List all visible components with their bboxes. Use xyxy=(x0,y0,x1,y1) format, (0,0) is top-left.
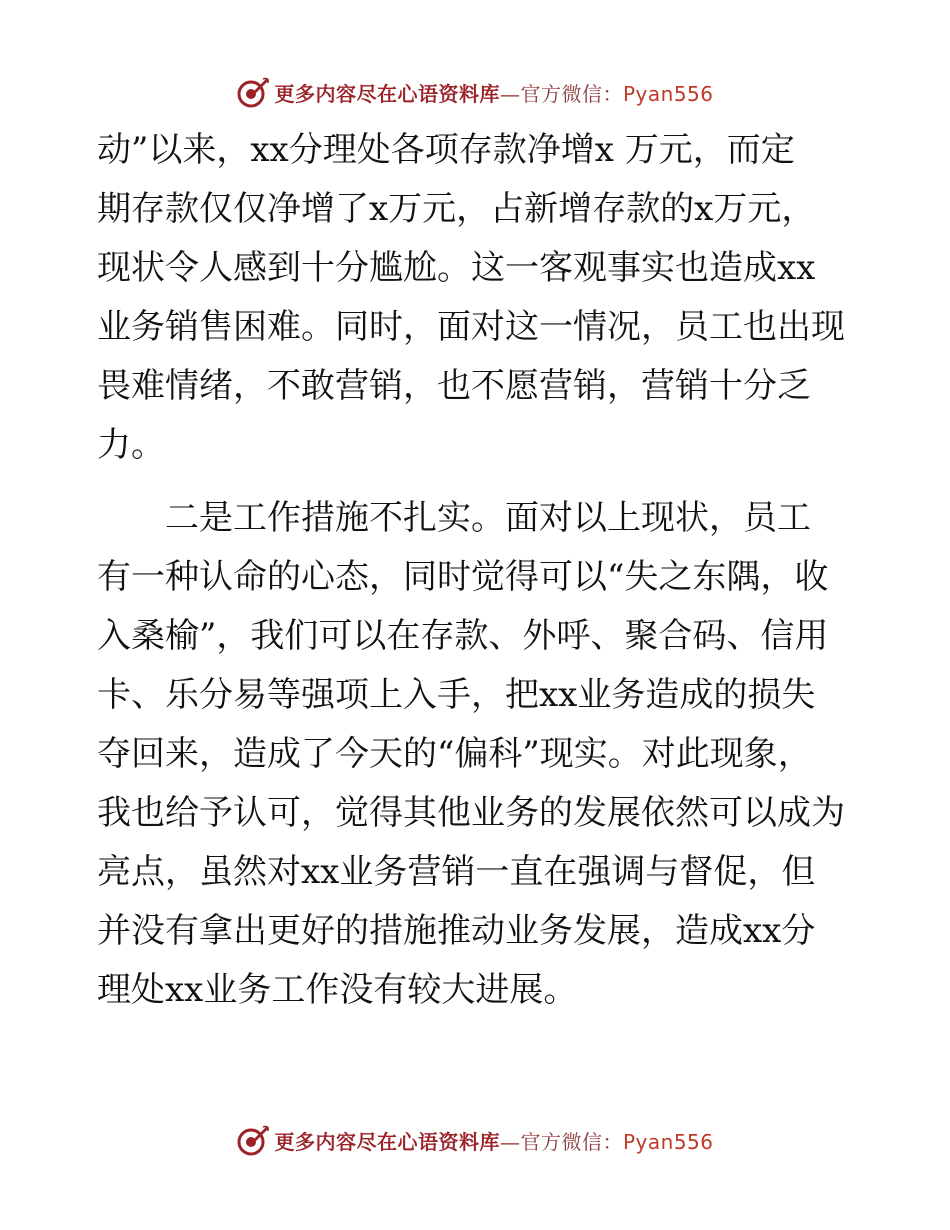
text-line: 动”以来，xx分理处各项存款净增x 万元，而定 xyxy=(97,130,795,170)
text-line: 卡、乐分易等强项上入手，把xx业务造成的损失 xyxy=(97,675,816,715)
footer-watermark-banner xyxy=(0,1120,950,1160)
banner-main-text: 更多内容尽在心语资料库 xyxy=(274,81,500,106)
paragraph-2 xyxy=(97,489,857,1020)
text-line: 期存款仅仅净增了x万元，占新增存款的x万元， xyxy=(97,189,816,229)
banner-label: 官方微信： xyxy=(520,1129,623,1154)
text-line: 亮点，虽然对xx业务营销一直在强调与督促，但 xyxy=(97,852,816,892)
banner-account: Pyan556 xyxy=(622,81,714,106)
banner-main-text: 更多内容尽在心语资料库 xyxy=(274,1129,500,1154)
text-line: 畏难情绪，不敢营销，也不愿营销，营销十分乏 xyxy=(97,366,811,406)
text-line: 我也给予认可，觉得其他业务的发展依然可以成为 xyxy=(97,793,845,833)
banner-account: Pyan556 xyxy=(622,1129,714,1154)
header-watermark-banner xyxy=(0,72,950,112)
text-line: 入桑榆”，我们可以在存款、外呼、聚合码、信用 xyxy=(97,616,829,656)
banner-text xyxy=(274,1126,713,1155)
text-line: 二是工作措施不扎实。面对以上现状，员工 xyxy=(165,498,811,538)
paragraph-1 xyxy=(97,121,857,475)
banner-separator: — xyxy=(499,1129,521,1154)
text-line: 现状令人感到十分尴尬。这一客观事实也造成xx xyxy=(97,248,816,288)
text-line: 有一种认命的心态，同时觉得可以“失之东隅，收 xyxy=(97,557,829,597)
text-line: 并没有拿出更好的措施推动业务发展，造成xx分 xyxy=(97,911,816,951)
quill-seal-icon xyxy=(236,1123,270,1157)
banner-label: 官方微信： xyxy=(520,81,623,106)
text-line: 夺回来，造成了今天的“偏科”现实。对此现象， xyxy=(97,734,812,774)
banner-text xyxy=(274,78,713,107)
text-line: 理处xx业务工作没有较大进展。 xyxy=(97,970,578,1010)
banner-separator: — xyxy=(499,81,521,106)
text-line: 业务销售困难。同时，面对这一情况，员工也出现 xyxy=(97,307,845,347)
text-line: 力。 xyxy=(97,425,165,465)
document-body xyxy=(97,121,857,1020)
quill-seal-icon xyxy=(236,75,270,109)
